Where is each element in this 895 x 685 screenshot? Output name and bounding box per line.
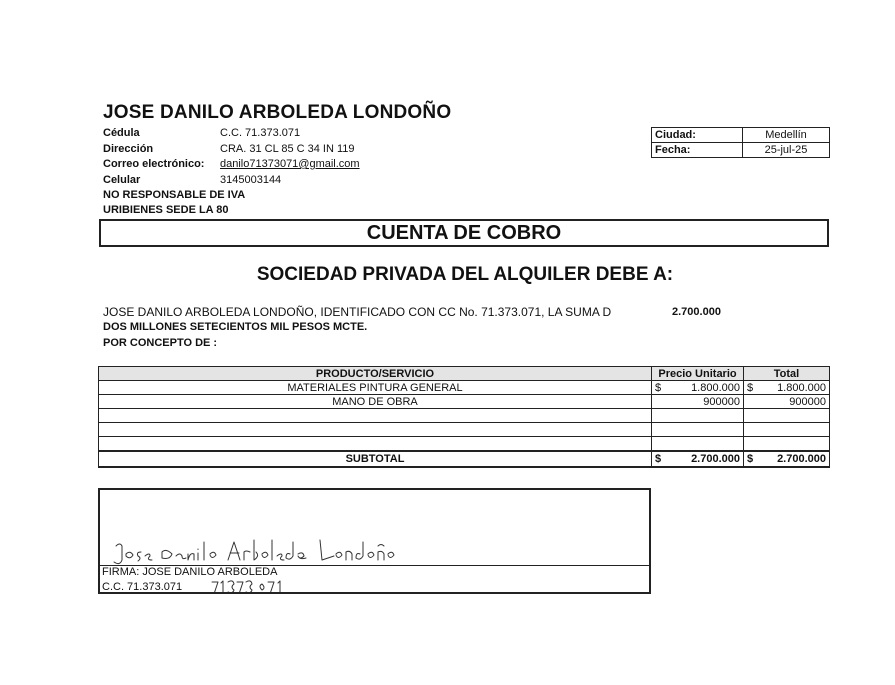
table-header-row xyxy=(99,367,830,381)
statement-line: JOSE DANILO ARBOLEDA LONDOÑO, IDENTIFICADO CON CC No. 71.373.071, LA SUMA D xyxy=(103,305,612,319)
email-link[interactable]: danilo71373071@gmail.com xyxy=(220,158,360,170)
phone-value: 3145003144 xyxy=(220,174,282,186)
currency-symbol: $ xyxy=(747,381,754,394)
id-value: C.C. 71.373.071 xyxy=(220,127,301,139)
header-total: Total xyxy=(744,367,830,381)
email-label: Correo electrónico: xyxy=(103,158,205,170)
subtotal-row xyxy=(99,451,830,467)
debtor-heading: SOCIEDAD PRIVADA DEL ALQUILER DEBE A: xyxy=(256,264,674,285)
city-date-table xyxy=(651,127,830,158)
address-value: CRA. 31 CL 85 C 34 IN 119 xyxy=(220,143,355,155)
currency-symbol: $ xyxy=(655,452,662,465)
date-value: 25-jul-25 xyxy=(743,143,830,158)
amount-value: 2.700.000 xyxy=(672,306,721,318)
table-row-empty xyxy=(99,423,830,437)
address-label: Dirección xyxy=(103,143,154,155)
signature-id: C.C. 71.373.071 xyxy=(102,581,183,593)
header-product: PRODUCTO/SERVICIO xyxy=(99,367,652,381)
table-row xyxy=(99,395,830,409)
header-unit-price: Precio Unitario xyxy=(652,367,744,381)
row-total: 1.800.000 xyxy=(777,381,826,394)
row-total: 900000 xyxy=(789,395,826,408)
currency-symbol: $ xyxy=(655,381,662,394)
concept-label: POR CONCEPTO DE : xyxy=(103,337,218,349)
document-title: CUENTA DE COBRO xyxy=(99,219,829,247)
subtotal-total: 2.700.000 xyxy=(777,452,826,465)
items-table xyxy=(98,366,830,468)
table-row-empty xyxy=(99,437,830,451)
row-unit-price: 900000 xyxy=(703,395,740,408)
date-label: Fecha: xyxy=(652,143,743,158)
amount-in-words: DOS MILLONES SETECIENTOS MIL PESOS MCTE. xyxy=(103,321,368,333)
branch-note: URIBIENES SEDE LA 80 xyxy=(103,204,229,216)
city-label: Ciudad: xyxy=(652,128,743,143)
table-row-empty xyxy=(99,409,830,423)
phone-label: Celular xyxy=(103,174,141,186)
subtotal-label: SUBTOTAL xyxy=(99,451,652,467)
issuer-name: JOSE DANILO ARBOLEDA LONDOÑO xyxy=(103,102,452,123)
currency-symbol: $ xyxy=(747,452,754,465)
id-label: Cédula xyxy=(103,127,140,139)
table-row xyxy=(99,381,830,395)
signature-label: FIRMA: JOSE DANILO ARBOLEDA xyxy=(102,566,278,578)
signature-box xyxy=(98,488,651,594)
subtotal-unit: 2.700.000 xyxy=(691,452,740,465)
row-product: MATERIALES PINTURA GENERAL xyxy=(99,381,652,395)
row-unit-price: 1.800.000 xyxy=(691,381,740,394)
tax-note: NO RESPONSABLE DE IVA xyxy=(103,189,246,201)
row-product: MANO DE OBRA xyxy=(99,395,652,409)
city-value: Medellín xyxy=(743,128,830,143)
